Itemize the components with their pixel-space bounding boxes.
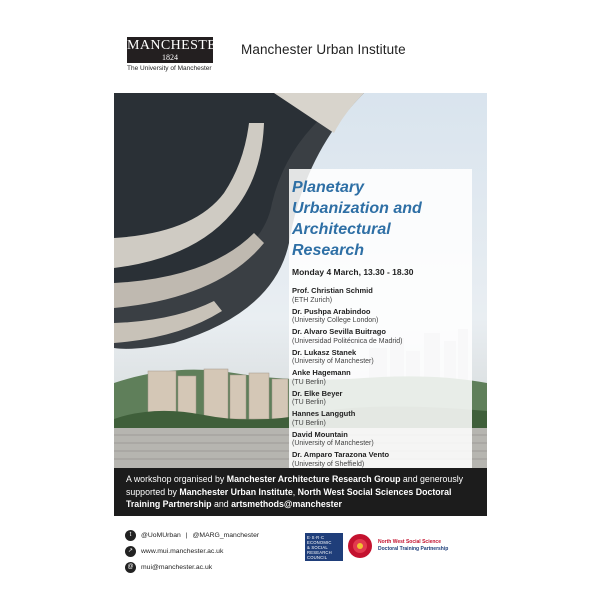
speaker-item xyxy=(292,389,472,408)
statement-text: and generously supported by xyxy=(126,474,464,497)
esrc-line: & SOCIAL xyxy=(307,545,328,550)
university-name: The University of Manchester xyxy=(127,65,212,72)
title-line: Planetary xyxy=(292,179,365,196)
email-link[interactable]: mui@manchester.ac.uk xyxy=(141,563,213,571)
title-line: Urbanization and xyxy=(292,200,422,217)
speaker-item xyxy=(292,430,472,449)
supporter-name: North West Social Sciences Doctoral Training Partnership xyxy=(126,486,452,509)
event-title xyxy=(292,177,472,261)
logo-main-text: MANCHESTER xyxy=(127,38,226,53)
esrc-line: COUNCIL xyxy=(307,555,328,560)
speaker-affiliation: (Universidad Politécnica de Madrid) xyxy=(292,337,403,345)
speaker-item xyxy=(292,450,472,468)
speaker-affiliation: (TU Berlin) xyxy=(292,399,326,406)
speaker-name: Dr. Elke Beyer xyxy=(292,388,343,398)
nw-dtp-logo xyxy=(378,539,448,552)
statement-text: , xyxy=(292,486,298,497)
organiser-statement xyxy=(114,468,487,516)
twitter-row xyxy=(125,528,259,542)
speaker-affiliation: (ETH Zurich) xyxy=(292,296,333,304)
contact-block xyxy=(125,528,259,576)
website-link[interactable]: www.mui.manchester.ac.uk xyxy=(141,547,224,555)
architecture-photo xyxy=(114,93,487,468)
logo-year: 1824 xyxy=(162,53,178,62)
pointer-icon: ↗ xyxy=(125,546,136,557)
speaker-item xyxy=(292,348,472,367)
twitter-icon: t xyxy=(125,530,136,541)
speaker-affiliation: (University College London) xyxy=(292,317,379,324)
speaker-affiliation: (University of Manchester) xyxy=(292,358,374,365)
twitter-handle-2[interactable]: @MARG_manchester xyxy=(192,531,260,539)
speaker-name: Hannes Langguth xyxy=(292,409,356,418)
esrc-line: RESEARCH xyxy=(307,550,332,555)
statement-text: A workshop organised by xyxy=(126,474,227,484)
nw-dtp-line: North West Social Science xyxy=(378,539,441,545)
title-line: Architectural xyxy=(292,221,391,238)
statement-text: and xyxy=(211,499,232,509)
university-logo xyxy=(127,37,226,63)
supporter-name: artsmethods@manchester xyxy=(231,499,342,509)
organiser-name: Manchester Architecture Research Group xyxy=(226,474,401,484)
event-info-panel xyxy=(289,169,472,468)
speaker-item xyxy=(292,368,472,387)
email-row xyxy=(125,560,259,574)
speaker-item xyxy=(292,409,472,428)
speaker-affiliation: (University of Manchester) xyxy=(292,440,374,447)
speaker-name: Prof. Christian Schmid xyxy=(292,286,373,295)
esrc-letters: E·S·R·C xyxy=(307,535,325,540)
divider: | xyxy=(185,531,188,539)
twitter-handle-1[interactable]: @UoMUrban xyxy=(141,531,181,539)
speaker-affiliation: (University of Sheffield) xyxy=(292,460,365,468)
poster xyxy=(113,28,487,588)
speaker-item xyxy=(292,286,472,305)
speaker-affiliation: (TU Berlin) xyxy=(292,378,326,386)
speaker-affiliation: (TU Berlin) xyxy=(292,419,326,427)
speaker-name: Anke Hagemann xyxy=(292,368,351,377)
nw-dtp-line: Doctoral Training Partnership xyxy=(378,545,449,552)
speaker-item xyxy=(292,327,472,346)
web-row xyxy=(125,544,259,558)
speaker-name: Dr. Amparo Tarazona Vento xyxy=(292,450,390,459)
speaker-item xyxy=(292,307,472,326)
esrc-logo xyxy=(305,533,343,561)
title-line: Research xyxy=(292,242,365,259)
supporter-name: Manchester Urban Institute xyxy=(179,486,293,497)
speaker-name: Dr. Lukasz Stanek xyxy=(292,347,357,357)
speaker-name: Dr. Alvaro Sevilla Buitrago xyxy=(292,327,386,336)
speaker-name: Dr. Pushpa Arabindoo xyxy=(292,306,371,316)
speaker-name: David Mountain xyxy=(292,429,348,439)
rose-icon xyxy=(347,533,373,559)
speaker-list xyxy=(292,286,472,468)
event-date: Monday 4 March, 13.30 - 18.30 xyxy=(292,267,414,277)
institute-title: Manchester Urban Institute xyxy=(241,42,406,57)
at-icon: @ xyxy=(125,562,136,573)
esrc-line: ECONOMIC xyxy=(307,540,332,545)
